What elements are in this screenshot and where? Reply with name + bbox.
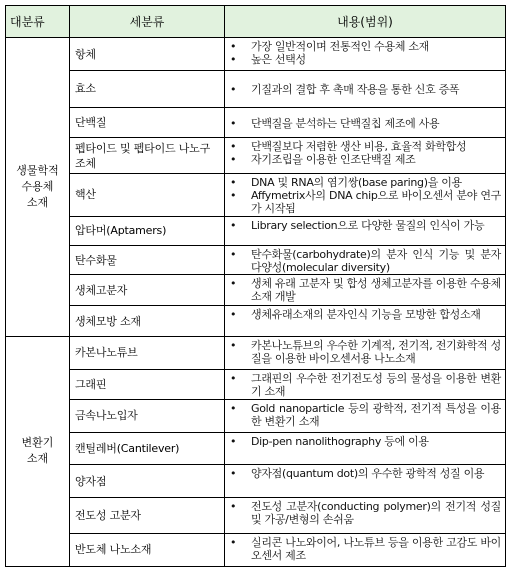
content-item	[227, 40, 501, 53]
content-list	[227, 140, 501, 166]
content-text: Library selection으로 다양한 물질의 인식이 가능	[251, 218, 485, 232]
content-cell	[225, 38, 506, 71]
bullet-icon: •	[230, 116, 237, 130]
subcategory-cell: 항체	[70, 38, 225, 71]
content-cell	[225, 137, 506, 173]
subcategory-cell: 전도성 고분자	[70, 498, 225, 533]
bullet-icon: •	[230, 83, 237, 97]
content-text: 단백질보다 저렴한 생산 비용, 효율적 화학합성	[251, 139, 467, 153]
content-text: 실리콘 나노와이어, 나노튜브 등을 이용한 고감도 바이오센서 제조	[251, 535, 501, 562]
subcategory-cell: 그래핀	[70, 370, 225, 400]
bullet-icon: •	[230, 466, 237, 480]
content-item	[227, 339, 501, 365]
content-cell	[225, 432, 506, 464]
table-row	[6, 275, 506, 306]
subcategory-cell: 생체고분자	[70, 275, 225, 306]
content-cell	[225, 107, 506, 137]
subcategory-cell: 생체모방 소재	[70, 306, 225, 336]
content-list	[227, 435, 501, 448]
content-cell	[225, 71, 506, 107]
content-list	[227, 500, 501, 526]
content-item	[227, 140, 501, 153]
content-text: 자기조립을 이용한 인조단백질 제조	[251, 152, 416, 166]
bullet-icon: •	[230, 247, 237, 261]
table-row	[6, 370, 506, 400]
bullet-icon: •	[230, 40, 237, 53]
bullet-icon: •	[230, 308, 237, 322]
content-item	[227, 248, 501, 274]
bullet-icon: •	[230, 535, 237, 549]
content-cell	[225, 174, 506, 216]
subcategory-cell: 양자점	[70, 464, 225, 497]
content-item	[227, 219, 501, 232]
content-text: 단백질을 분석하는 단백질칩 제조에 사용	[251, 116, 440, 130]
content-list	[227, 402, 501, 428]
table-row	[6, 464, 506, 497]
content-item	[227, 402, 501, 428]
subcategory-cell: 반도체 나노소재	[70, 533, 225, 566]
header-category: 대분류	[6, 6, 70, 38]
content-cell	[225, 498, 506, 533]
content-item	[227, 176, 501, 189]
content-text: 탄수화물(carbohydrate)의 분자 인식 기능 및 분자 다양성(molecular diversity)	[251, 247, 501, 274]
content-item	[227, 500, 501, 526]
content-list	[227, 248, 501, 274]
bullet-icon: •	[230, 152, 237, 166]
content-text: 기질과의 결합 후 촉매 작용을 통한 신호 증폭	[251, 83, 460, 97]
classification-table	[5, 5, 506, 567]
content-text: 전도성 고분자(conducting polymer)의 전기적 성질 및 가공/변형의 손쉬움	[251, 500, 501, 527]
bullet-icon: •	[230, 176, 237, 190]
subcategory-cell: 탄수화물	[70, 245, 225, 274]
table-row	[6, 71, 506, 107]
content-text: Dip-pen nanolithography 등에 이용	[251, 434, 429, 448]
bullet-icon: •	[230, 277, 237, 291]
table-row	[6, 216, 506, 245]
content-item	[227, 435, 501, 448]
subcategory-cell: 효소	[70, 71, 225, 107]
table-row	[6, 306, 506, 336]
subcategory-cell: 압타머(Aptamers)	[70, 216, 225, 245]
subcategory-cell: 핵산	[70, 174, 225, 216]
content-item	[227, 117, 501, 130]
content-cell	[225, 464, 506, 497]
bullet-icon: •	[230, 139, 237, 153]
table-row	[6, 400, 506, 432]
subcategory-cell: 카본나노튜브	[70, 336, 225, 369]
table-row	[6, 533, 506, 566]
header-subcategory: 세분류	[70, 6, 225, 38]
content-item	[227, 372, 501, 398]
content-item	[227, 308, 501, 321]
content-item	[227, 53, 501, 66]
bullet-icon: •	[230, 434, 237, 448]
content-cell	[225, 245, 506, 274]
content-list	[227, 277, 501, 303]
table-row	[6, 245, 506, 274]
content-cell	[225, 533, 506, 566]
content-text: 높은 선택성	[251, 53, 306, 66]
bullet-icon: •	[230, 500, 237, 514]
table-row	[6, 107, 506, 137]
content-item	[227, 153, 501, 166]
content-text: Affymetrix사의 DNA chip으로 바이오센서 분야 연구가 시작됨	[251, 189, 501, 216]
content-list	[227, 467, 501, 480]
content-list	[227, 40, 501, 66]
subcategory-cell: 캔틸레버(Cantilever)	[70, 432, 225, 464]
table-row	[6, 174, 506, 216]
table-row	[6, 432, 506, 464]
content-text: 카본나노튜브의 우수한 기계적, 전기적, 전기화학적 성질을 이용한 바이오센서용 나노소재	[251, 338, 501, 365]
table-row	[6, 38, 506, 71]
bullet-icon: •	[230, 189, 237, 203]
content-text: 그래핀의 우수한 전기전도성 등의 물성을 이용한 변환기 소재	[251, 372, 501, 399]
content-list	[227, 339, 501, 365]
subcategory-cell: 펩타이드 및 펩타이드 나노구조체	[70, 137, 225, 173]
table-row	[6, 137, 506, 173]
content-item	[227, 277, 501, 303]
content-cell	[225, 400, 506, 432]
content-text: 양자점(quantum dot)의 우수한 광학적 성질 이용	[251, 466, 485, 480]
content-item	[227, 189, 501, 215]
bullet-icon: •	[230, 53, 237, 66]
content-list	[227, 308, 501, 321]
content-item	[227, 83, 501, 96]
content-item	[227, 467, 501, 480]
bullet-icon: •	[230, 402, 237, 416]
bullet-icon: •	[230, 218, 237, 232]
content-list	[227, 372, 501, 398]
category-cell: 생물학적 수용체 소재	[6, 38, 70, 337]
content-list	[227, 83, 501, 96]
content-cell	[225, 336, 506, 369]
table-row	[6, 498, 506, 533]
content-text: 생체 유래 고분자 및 합성 생체고분자를 이용한 수용체 소재 개발	[251, 277, 501, 304]
content-text: 생체유래소재의 분자인식 기능을 모방한 합성소재	[251, 308, 481, 322]
content-list	[227, 176, 501, 215]
content-text: DNA 및 RNA의 염기쌍(base paring)을 이용	[251, 176, 462, 190]
subcategory-cell: 단백질	[70, 107, 225, 137]
content-item	[227, 536, 501, 562]
content-list	[227, 219, 501, 232]
content-cell	[225, 370, 506, 400]
table-row	[6, 336, 506, 369]
content-list	[227, 536, 501, 562]
content-cell	[225, 216, 506, 245]
bullet-icon: •	[230, 372, 237, 386]
header-row	[6, 6, 506, 38]
content-cell	[225, 275, 506, 306]
bullet-icon: •	[230, 338, 237, 352]
content-list	[227, 117, 501, 130]
header-content: 내용(범위)	[225, 6, 506, 38]
content-text: 가장 일반적이며 전통적인 수용체 소재	[251, 40, 430, 53]
subcategory-cell: 금속나노입자	[70, 400, 225, 432]
content-cell	[225, 306, 506, 336]
category-cell: 변환기 소재	[6, 336, 70, 566]
content-text: Gold nanoparticle 등의 광학적, 전기적 특성을 이용한 변환기 소재	[251, 402, 501, 429]
